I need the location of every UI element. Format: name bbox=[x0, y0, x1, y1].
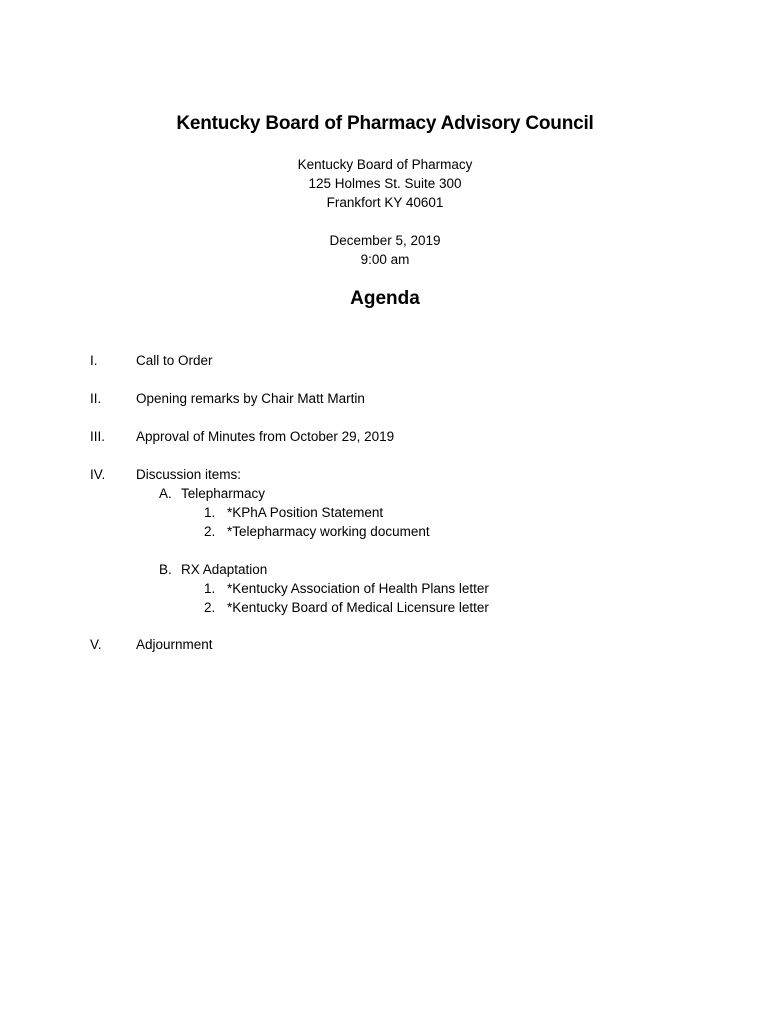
discussion-subitem-text: *KPhA Position Statement bbox=[227, 505, 384, 520]
agenda-item-numeral: I. bbox=[90, 353, 98, 368]
agenda-item-numeral: V. bbox=[90, 637, 102, 652]
meeting-time: 9:00 am bbox=[360, 252, 410, 267]
agenda-item-numeral: II. bbox=[90, 391, 102, 406]
discussion-topic: Telepharmacy bbox=[181, 486, 266, 501]
agenda-item-text: Adjournment bbox=[136, 637, 213, 652]
agenda-item-text: Discussion items: bbox=[136, 467, 242, 482]
address-line-organization: Kentucky Board of Pharmacy bbox=[297, 157, 473, 172]
discussion-letter: B. bbox=[159, 562, 172, 577]
agenda-item-text: Call to Order bbox=[136, 353, 213, 368]
document-title: Kentucky Board of Pharmacy Advisory Council bbox=[176, 113, 594, 134]
agenda-item-text: Approval of Minutes from October 29, 2019 bbox=[136, 429, 395, 444]
address-line-street: 125 Holmes St. Suite 300 bbox=[308, 176, 462, 191]
agenda-heading: Agenda bbox=[350, 288, 420, 309]
discussion-subitem-text: *Kentucky Association of Health Plans letter bbox=[227, 581, 489, 596]
address-line-city: Frankfort KY 40601 bbox=[326, 195, 444, 210]
discussion-subitem-number: 2. bbox=[204, 600, 216, 615]
agenda-item-numeral: III. bbox=[90, 429, 106, 444]
meeting-date: December 5, 2019 bbox=[329, 233, 441, 248]
discussion-subitem-number: 1. bbox=[204, 581, 216, 596]
discussion-subitem-number: 1. bbox=[204, 505, 216, 520]
discussion-topic: RX Adaptation bbox=[181, 562, 268, 577]
discussion-subitem-number: 2. bbox=[204, 524, 216, 539]
agenda-item-numeral: IV. bbox=[90, 467, 106, 482]
discussion-letter: A. bbox=[159, 486, 172, 501]
discussion-subitem-text: *Telepharmacy working document bbox=[227, 524, 430, 539]
agenda-item-text: Opening remarks by Chair Matt Martin bbox=[136, 391, 365, 406]
discussion-subitem-text: *Kentucky Board of Medical Licensure letter bbox=[227, 600, 489, 615]
